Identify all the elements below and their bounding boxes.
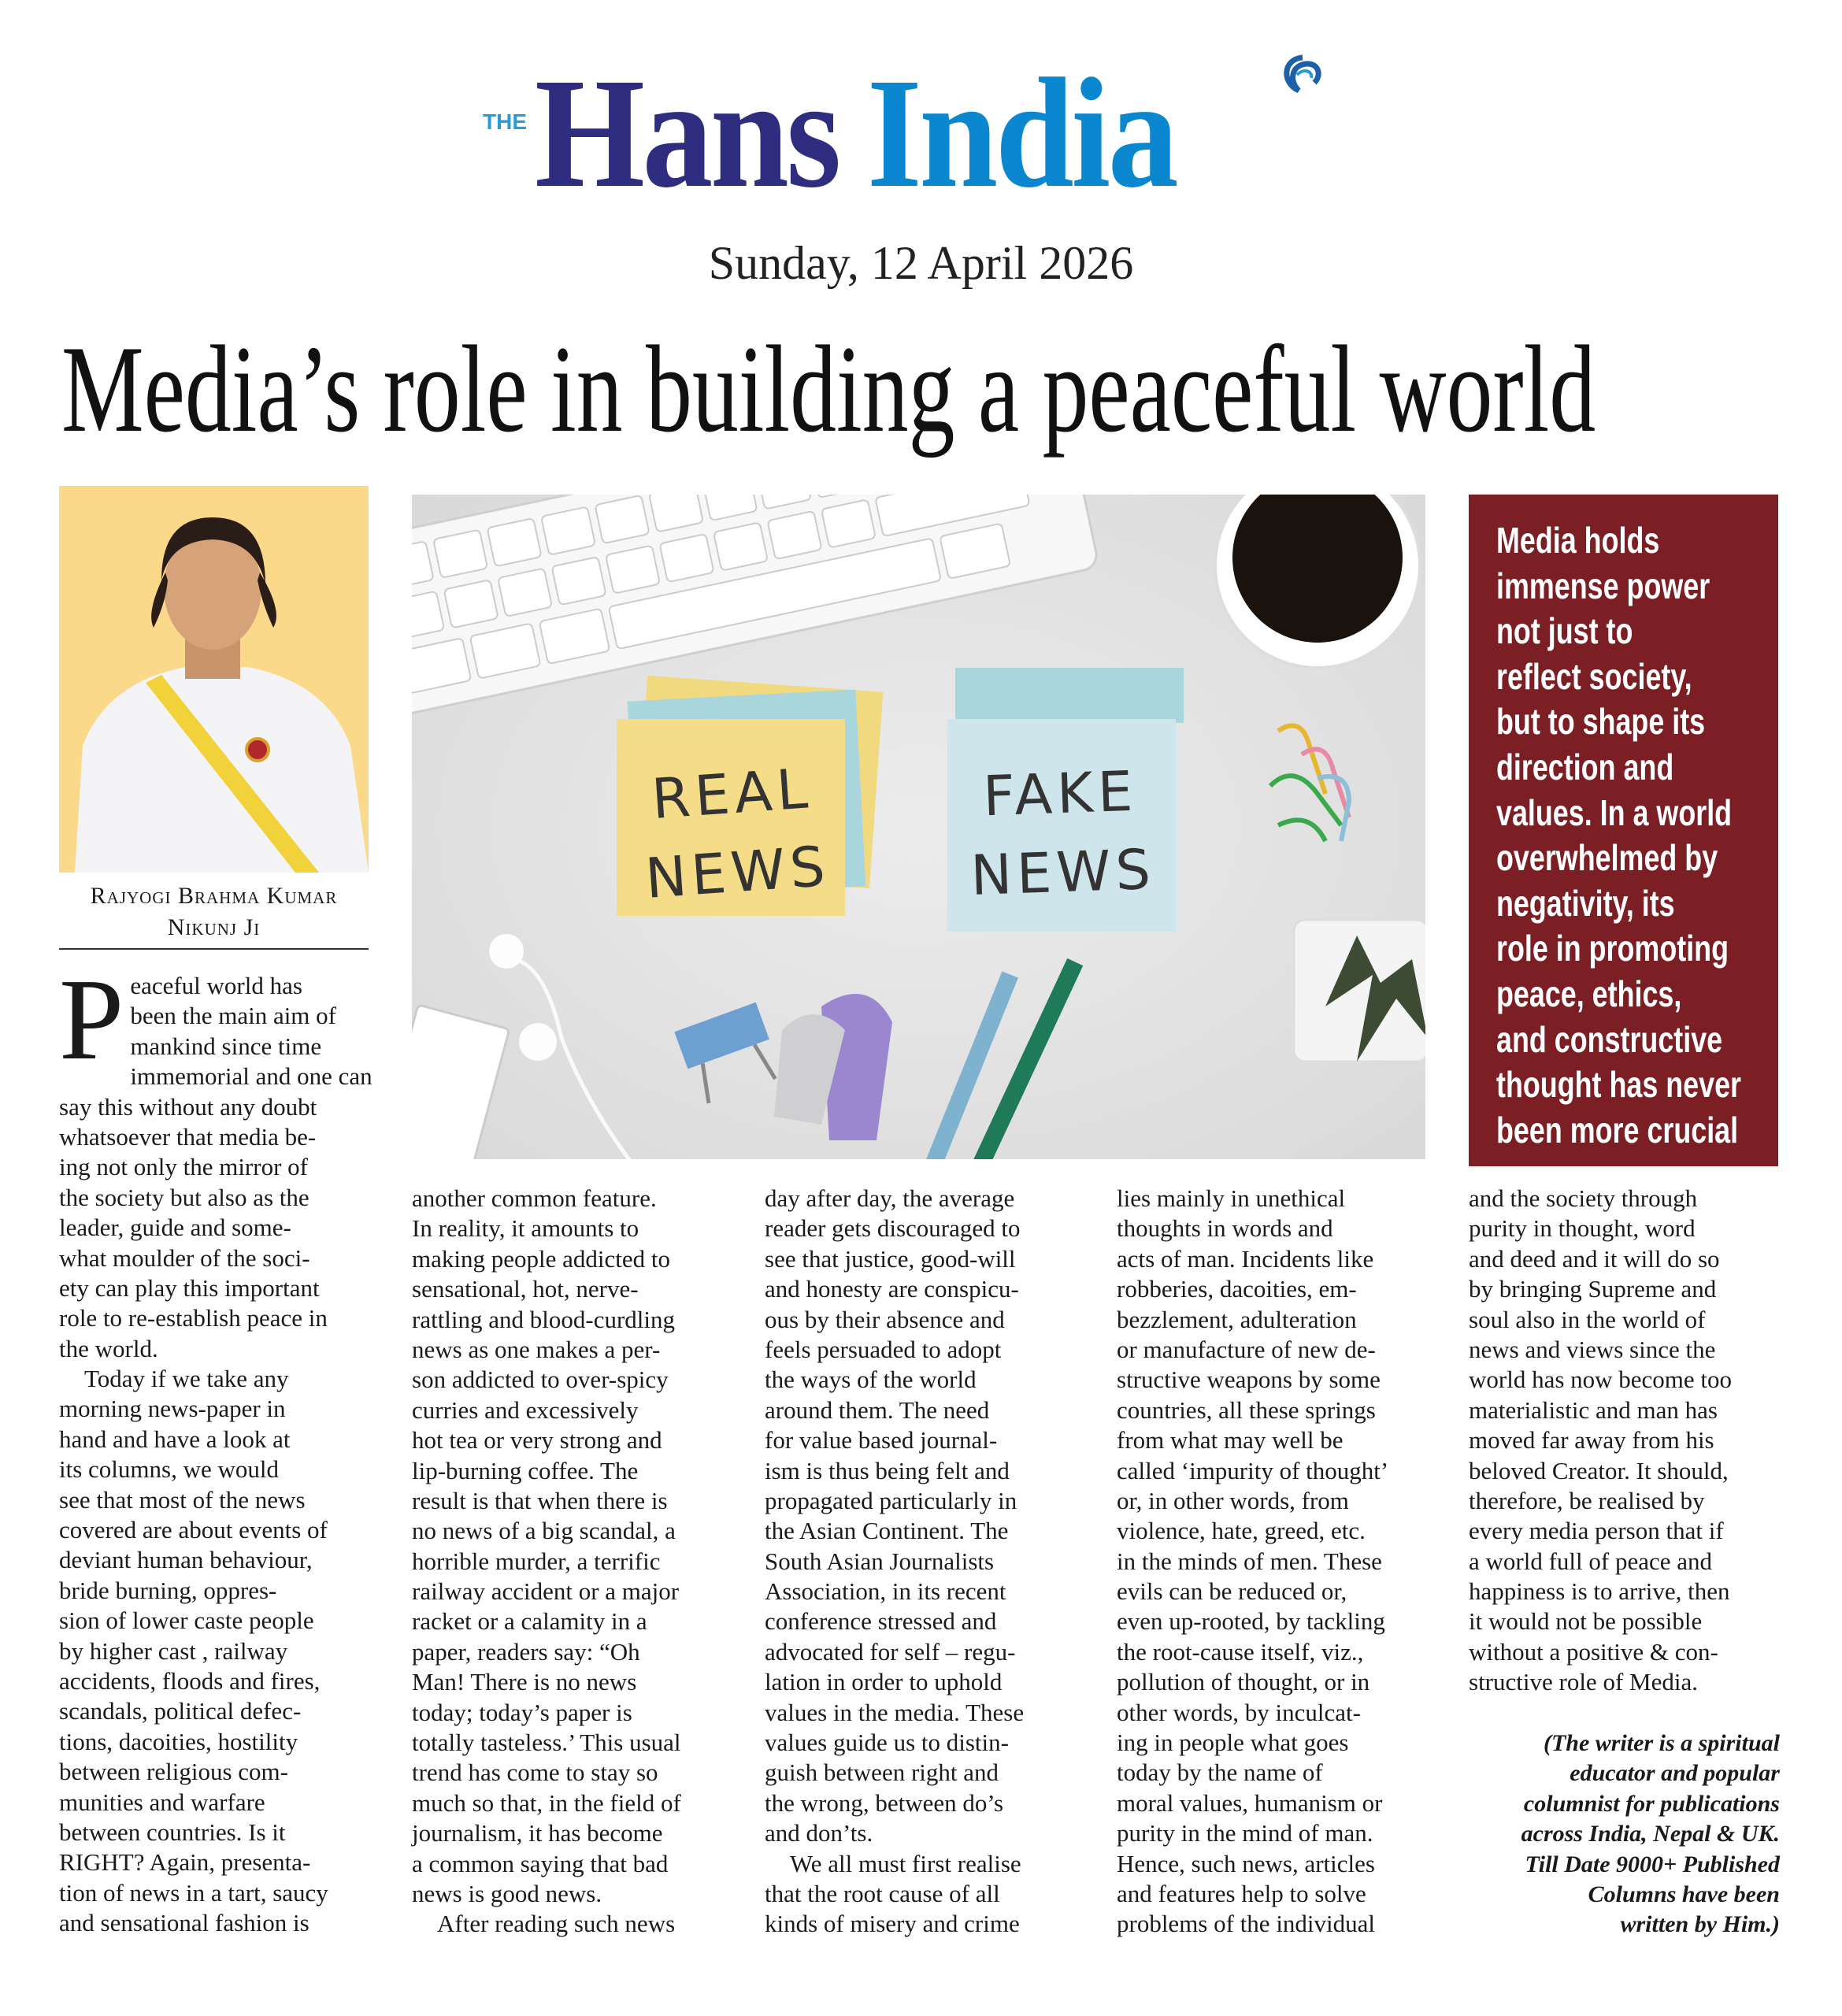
text-line: eaceful world has xyxy=(130,972,302,999)
text-line: and deed and it will do so xyxy=(1469,1244,1720,1273)
pull-quote-line: peace, ethics, xyxy=(1496,973,1682,1014)
text-line: by higher cast , railway xyxy=(59,1636,288,1665)
text-line: therefore, be realised by xyxy=(1469,1486,1705,1514)
text-line: the Asian Continent. The xyxy=(765,1517,1009,1545)
text-line: South Asian Journalists xyxy=(765,1547,995,1575)
text-line: horrible murder, a terrific xyxy=(412,1547,661,1575)
pull-quote-line: been more crucial xyxy=(1496,1109,1739,1151)
text-line: purity in thought, word xyxy=(1469,1214,1696,1243)
drop-cap: P xyxy=(59,955,124,1084)
text-line: ety can play this important xyxy=(59,1273,320,1302)
text-line: acts of man. Incidents like xyxy=(1117,1244,1374,1273)
text-line: day after day, the average xyxy=(765,1184,1015,1212)
text-line: and features help to solve xyxy=(1117,1879,1366,1907)
note-line: (The writer is a spiritual xyxy=(1543,1730,1780,1756)
pull-quote-line: and constructive xyxy=(1496,1018,1723,1060)
text-line: robberies, dacoities, em- xyxy=(1117,1275,1357,1303)
pull-quote-line: role in promoting xyxy=(1496,928,1729,969)
text-line: from what may well be xyxy=(1117,1426,1344,1455)
text-line: today by the name of xyxy=(1117,1758,1323,1787)
text-line: the root-cause itself, viz., xyxy=(1117,1637,1364,1666)
text-line: lip-burning coffee. The xyxy=(412,1456,639,1484)
text-line: much so that, in the field of xyxy=(412,1788,681,1817)
text-line: scandals, political defec- xyxy=(59,1697,302,1725)
text-line: around them. The need xyxy=(765,1395,990,1424)
pull-quote-line: negativity, its xyxy=(1496,882,1675,924)
headline xyxy=(61,321,1842,458)
text-line: and sensational fashion is xyxy=(59,1909,309,1937)
text-line: moral values, humanism or xyxy=(1117,1788,1383,1817)
text-line: been the main aim of xyxy=(130,1002,336,1030)
headline-text: Media’s role in building a peaceful world xyxy=(61,321,1596,458)
note-text: NEWS xyxy=(969,836,1157,909)
text-line: accidents, floods and fires, xyxy=(59,1666,321,1695)
logo-hans: Hans xyxy=(535,46,839,220)
text-line: another common feature. xyxy=(412,1184,657,1212)
pull-quote-line: overwhelmed by xyxy=(1496,837,1718,879)
text-line: moved far away from his xyxy=(1469,1426,1714,1455)
note-text: FAKE xyxy=(981,758,1139,829)
text-line: between religious com- xyxy=(59,1758,288,1786)
text-line: for value based journal- xyxy=(765,1426,998,1455)
text-line: and the society through xyxy=(1469,1184,1698,1212)
text-line: reader gets discouraged to xyxy=(765,1214,1021,1243)
text-line: see that justice, good-will xyxy=(765,1244,1016,1273)
text-line: lies mainly in unethical xyxy=(1117,1184,1346,1212)
pull-quote-line: but to shape its xyxy=(1496,701,1706,743)
note-line: Columns have been xyxy=(1588,1881,1780,1908)
byline-line: Rajyogi Brahma Kumar xyxy=(90,883,338,909)
article-column-2 xyxy=(412,1184,727,1940)
text-line: without a positive & con- xyxy=(1469,1637,1718,1666)
text-line: it would not be possible xyxy=(1469,1607,1703,1636)
text-line: even up-rooted, by tackling xyxy=(1117,1607,1385,1636)
text-line: guish between right and xyxy=(765,1758,999,1787)
text-line: values guide us to distin- xyxy=(765,1729,1009,1757)
text-line: structive role of Media. xyxy=(1469,1668,1698,1696)
text-line: soul also in the world of xyxy=(1469,1305,1706,1333)
text-line: whatsoever that media be- xyxy=(59,1122,317,1151)
byline xyxy=(59,880,369,943)
text-line: kinds of misery and crime xyxy=(765,1910,1020,1938)
text-line: hot tea or very strong and xyxy=(412,1426,662,1455)
text-line: between countries. Is it xyxy=(59,1818,286,1846)
text-line: countries, all these springs xyxy=(1117,1395,1376,1424)
text-line: journalism, it has become xyxy=(412,1819,663,1847)
text-line: tions, dacoities, hostility xyxy=(59,1727,298,1755)
text-line: Man! There is no news xyxy=(412,1668,637,1696)
text-line: beloved Creator. It should, xyxy=(1469,1456,1729,1484)
text-line: bezzlement, adulteration xyxy=(1117,1305,1357,1333)
text-line: violence, hate, greed, etc. xyxy=(1117,1517,1366,1545)
text-line: immemorial and one can xyxy=(130,1062,372,1091)
text-line: no news of a big scandal, a xyxy=(412,1517,676,1545)
article-column-3 xyxy=(765,1184,1080,1940)
text-line: a world full of peace and xyxy=(1469,1547,1713,1575)
masthead-logo xyxy=(483,46,1354,220)
text-line: happiness is to arrive, then xyxy=(1469,1577,1730,1606)
note-text: NEWS xyxy=(643,833,832,911)
pull-quote-line: not just to xyxy=(1496,610,1633,652)
text-line: what moulder of the soci- xyxy=(59,1243,310,1272)
text-line: a common saying that bad xyxy=(412,1849,669,1877)
text-line: news is good news. xyxy=(412,1879,602,1907)
text-line: racket or a calamity in a xyxy=(412,1607,647,1636)
text-line: the society but also as the xyxy=(59,1183,309,1211)
text-line: that the root cause of all xyxy=(765,1879,1000,1907)
text-line: purity in the mind of man. xyxy=(1117,1819,1373,1847)
logo-india: India xyxy=(866,46,1177,220)
sticky-note-real-news xyxy=(615,747,854,920)
text-line: advocated for self – regu- xyxy=(765,1637,1016,1666)
text-line: Association, in its recent xyxy=(765,1577,1006,1606)
pull-quote-line: direction and xyxy=(1496,746,1674,788)
text-line: mankind since time xyxy=(130,1032,322,1060)
text-line: curries and excessively xyxy=(412,1395,639,1424)
text-line: news as one makes a per- xyxy=(412,1335,661,1363)
note-line: written by Him.) xyxy=(1620,1911,1780,1938)
text-line: We all must first realise xyxy=(790,1849,1021,1877)
text-line: hand and have a look at xyxy=(59,1425,291,1453)
text-line: or manufacture of new de- xyxy=(1117,1335,1376,1363)
article-column-5 xyxy=(1469,1184,1784,1698)
text-line: and don’ts. xyxy=(765,1819,873,1847)
author-photo xyxy=(59,486,369,873)
issue-date: Sunday, 12 April 2026 xyxy=(708,237,1134,289)
text-line: world has now become too xyxy=(1469,1366,1733,1394)
text-line: bride burning, oppres- xyxy=(59,1576,277,1604)
text-line: called ‘impurity of thought’ xyxy=(1117,1456,1389,1484)
text-line: every media person that if xyxy=(1469,1517,1724,1545)
text-line: say this without any doubt xyxy=(59,1092,317,1121)
text-line: see that most of the news xyxy=(59,1485,306,1514)
pull-quote-line: reflect society, xyxy=(1496,655,1692,697)
text-line: thoughts in words and xyxy=(1117,1214,1333,1243)
text-line: son addicted to over-spicy xyxy=(412,1366,669,1394)
text-line: ing not only the mirror of xyxy=(59,1153,308,1181)
text-line: tion of news in a tart, saucy xyxy=(59,1878,328,1907)
text-line: ism is thus being felt and xyxy=(765,1456,1010,1484)
note-line: Till Date 9000+ Published xyxy=(1525,1851,1780,1877)
sticky-note-fake-news xyxy=(945,750,1179,916)
text-line: making people addicted to xyxy=(412,1244,670,1273)
byline-line: Nikunj Ji xyxy=(167,914,261,940)
article-column-1 xyxy=(59,955,374,1939)
text-line: sion of lower caste people xyxy=(59,1606,314,1635)
text-line: in the minds of men. These xyxy=(1117,1547,1382,1575)
text-line: morning news-paper in xyxy=(59,1395,286,1423)
text-line: role to re-establish peace in xyxy=(59,1304,328,1332)
text-line: materialistic and man has xyxy=(1469,1395,1718,1424)
text-line: pollution of thought, or in xyxy=(1117,1668,1370,1696)
text-line: Hence, such news, articles xyxy=(1117,1849,1375,1877)
text-line: the world. xyxy=(59,1334,158,1362)
text-line: leader, guide and some- xyxy=(59,1214,291,1242)
pull-quote-line: Media holds xyxy=(1496,520,1660,561)
text-line: In reality, it amounts to xyxy=(412,1214,639,1243)
text-line: lation in order to uphold xyxy=(765,1668,1003,1696)
text-line: railway accident or a major xyxy=(412,1577,680,1606)
text-line: news and views since the xyxy=(1469,1335,1716,1363)
text-line: propagated particularly in xyxy=(765,1486,1017,1514)
text-line: problems of the individual xyxy=(1117,1910,1376,1938)
text-line: conference stressed and xyxy=(765,1607,997,1636)
text-line: values in the media. These xyxy=(765,1698,1025,1726)
note-line: educator and popular xyxy=(1570,1760,1780,1787)
text-line: After reading such news xyxy=(437,1910,676,1938)
pull-quote-line: values. In a world xyxy=(1496,791,1733,833)
pull-quote-line: immense power xyxy=(1496,565,1710,606)
author-note xyxy=(1469,1729,1780,1940)
text-line: the ways of the world xyxy=(765,1366,977,1394)
article-column-4 xyxy=(1117,1184,1432,1940)
logo-the: THE xyxy=(483,109,527,134)
text-line: covered are about events of xyxy=(59,1516,328,1544)
pull-quote xyxy=(1469,495,1778,1166)
text-line: other words, by inculcat- xyxy=(1117,1698,1361,1726)
text-line: and honesty are conspicu- xyxy=(765,1275,1019,1303)
article-photo xyxy=(412,495,1425,1159)
text-line: RIGHT? Again, presenta- xyxy=(59,1848,311,1877)
text-line: evils can be reduced or, xyxy=(1117,1577,1347,1606)
text-line: by bringing Supreme and xyxy=(1469,1275,1717,1303)
text-line: ing in people what goes xyxy=(1117,1729,1349,1757)
text-line: or, in other words, from xyxy=(1117,1486,1349,1514)
text-line: trend has come to stay so xyxy=(412,1758,658,1787)
note-line: columnist for publications xyxy=(1523,1790,1780,1817)
pull-quote-line: thought has never xyxy=(1496,1064,1742,1106)
text-line: rattling and blood-curdling xyxy=(412,1305,676,1333)
byline-divider xyxy=(59,948,369,950)
text-line: its columns, we would xyxy=(59,1455,279,1484)
text-line: munities and warfare xyxy=(59,1788,265,1816)
note-line: across India, Nepal & UK. xyxy=(1521,1821,1780,1847)
text-line: feels persuaded to adopt xyxy=(765,1335,1002,1363)
text-line: structive weapons by some xyxy=(1117,1366,1381,1394)
text-line: Today if we take any xyxy=(84,1365,289,1393)
text-line: paper, readers say: “Oh xyxy=(412,1637,640,1666)
text-line: today; today’s paper is xyxy=(412,1698,632,1726)
note-text: REAL xyxy=(650,756,814,832)
swan-logo-icon xyxy=(1275,51,1330,114)
text-line: deviant human behaviour, xyxy=(59,1546,313,1574)
text-line: sensational, hot, nerve- xyxy=(412,1275,639,1303)
text-line: ous by their absence and xyxy=(765,1305,1005,1333)
text-line: result is that when there is xyxy=(412,1486,668,1514)
text-line: the wrong, between do’s xyxy=(765,1788,1004,1817)
text-line: totally tasteless.’ This usual xyxy=(412,1729,681,1757)
